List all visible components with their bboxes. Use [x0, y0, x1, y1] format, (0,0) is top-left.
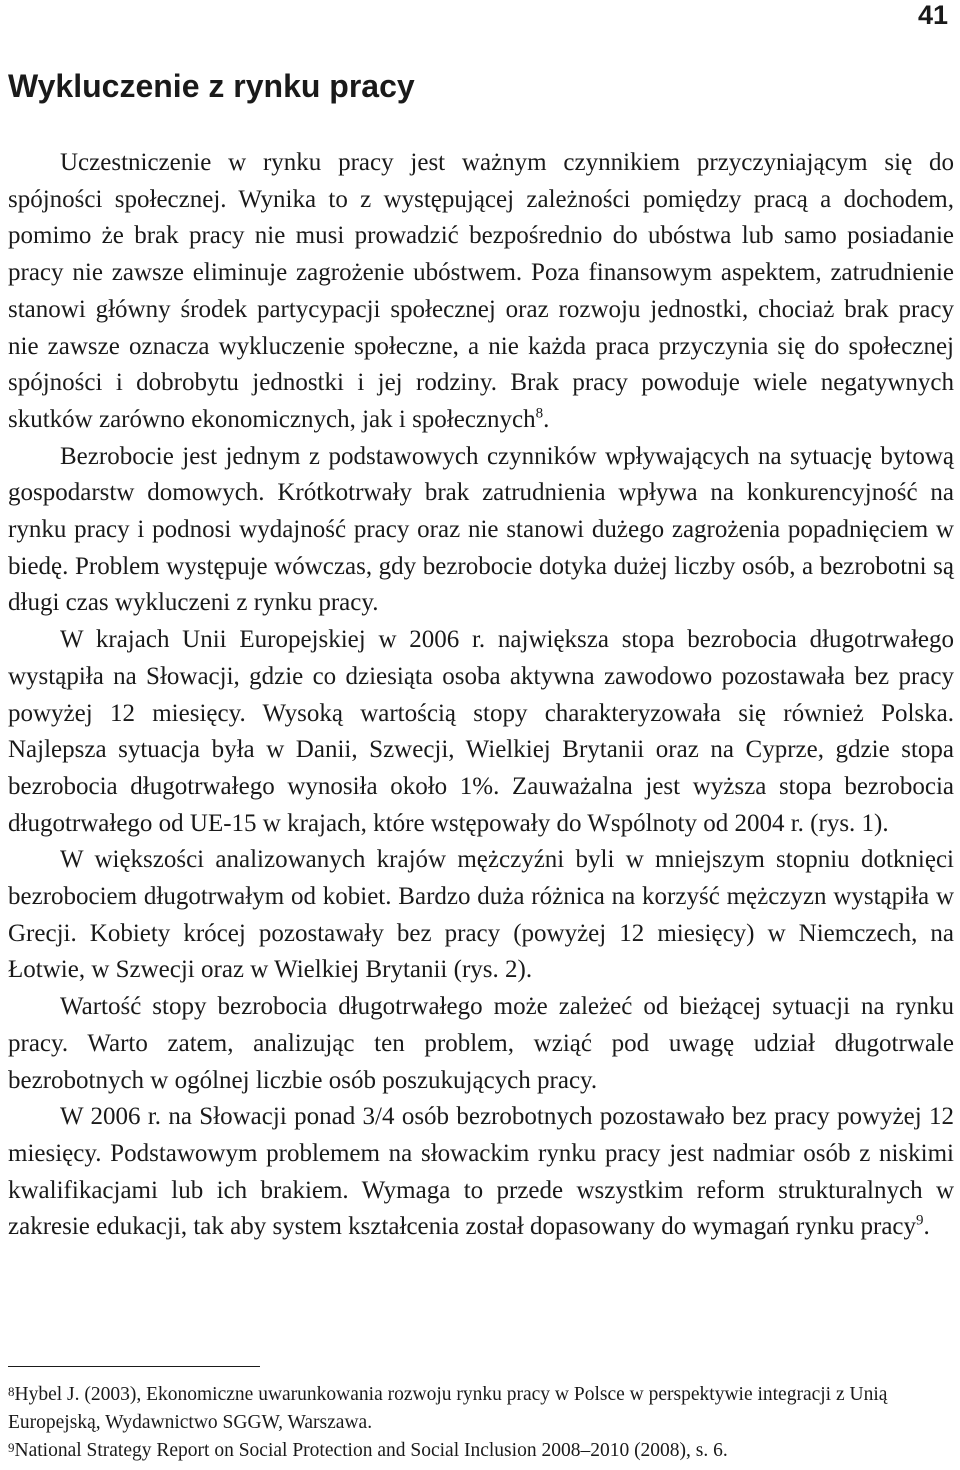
footnote-mark: 9 — [8, 1440, 15, 1455]
paragraph — [8, 439, 954, 623]
footnote-text: Hybel J. (2003), Ekonomiczne uwarunkowania rozwoju rynku pracy w Polsce w perspektywie integracji z Unią Europejską, Wydawnictwo SGGW, Warszawa. — [8, 1384, 888, 1433]
paragraph — [8, 842, 954, 989]
body-text — [8, 145, 954, 1246]
page-title: Wykluczenie z rynku pracy — [8, 68, 415, 104]
footnote-ref[interactable]: 8 — [535, 405, 544, 422]
paragraph — [8, 145, 954, 439]
paragraph-text: Uczestniczenie w rynku pracy jest ważnym czynnikiem przyczyniającym się do spójności społecznej. Wynika to z występującej zależności pomiędzy pracą a dochodem, pomimo że brak pracy nie musi prowadzić bezpośrednio do ubóstwa lub samo posiadanie pracy nie zawsze eliminuje zagrożenie ubóstwem. Poza finansowym aspektem, zatrudnienie stanowi główny środek partycypacji społecznej oraz rozwoju jednostki, chociaż brak pracy nie zawsze oznacza wykluczenie społeczne, a nie każda praca przyczynia się do społecznej spójności i dobrobytu jednostki i jej rodziny. Brak pracy powoduje wiele negatywnych skutków zarówno ekonomicznych, jak i społecznych — [8, 149, 954, 433]
footnote — [8, 1381, 956, 1437]
paragraph-tail: . — [543, 405, 550, 433]
footnote-ref[interactable]: 9 — [916, 1213, 924, 1230]
paragraph-text: Bezrobocie jest jednym z podstawowych czynników wpływających na sytuację bytową gospodarstw domowych. Krótkotrwały brak zatrudnienia wpływa na konkurencyjność na rynku pracy i podnosi wydajność pracy oraz nie stanowi dużego zagrożenia popadnięciem w biedę. Problem występuje wówczas, gdy bezrobocie dotyka dużej liczby osób, a bezrobotni są długi czas wykluczeni z rynku pracy. — [8, 442, 954, 617]
footnote-divider — [8, 1366, 260, 1367]
paragraph — [8, 989, 954, 1099]
paragraph-text: W 2006 r. na Słowacji ponad 3/4 osób bezrobotnych pozostawało bez pracy powyżej 12 miesięcy. Podstawowym problemem na słowackim rynku pracy jest nadmiar osób z niskimi kwalifikacjami lub ich brakiem. Wymaga to przede wszystkim reform strukturalnych w zakresie edukacji, tak aby system kształcenia został dopasowany do wymagań rynku pracy — [8, 1103, 954, 1241]
footnotes — [8, 1381, 956, 1465]
paragraph — [8, 1099, 954, 1246]
paragraph — [8, 622, 954, 842]
footnote-text: National Strategy Report on Social Protection and Social Inclusion 2008–2010 (2008), s. 6. — [14, 1440, 728, 1461]
paragraph-tail: . — [923, 1213, 930, 1241]
paragraph-text: W większości analizowanych krajów mężczyźni byli w mniejszym stopniu dotknięci bezrobociem długotrwałym od kobiet. Bardzo duża różnica na korzyść mężczyzn wystąpiła w Grecji. Kobiety krócej pozostawały bez pracy (powyżej 12 miesięcy) w Niemczech, na Łotwie, w Szwecji oraz w Wielkiej Brytanii (rys. 2). — [8, 846, 954, 984]
page-number: 41 — [917, 0, 948, 30]
paragraph-text: W krajach Unii Europejskiej w 2006 r. największa stopa bezrobocia długotrwałego wystąpiła na Słowacji, gdzie co dziesiąta osoba aktywna zawodowo pozostawała bez pracy powyżej 12 miesięcy. Wysoką wartością stopy charakteryzowała się również Polska. Najlepsza sytuacja była w Danii, Szwecji, Wielkiej Brytanii oraz na Cyprze, gdzie stopa bezrobocia długotrwałego wynosiła około 1%. Zauważalna jest wyższa stopa bezrobocia długotrwałego od UE-15 w krajach, które wstępowały do Wspólnoty od 2004 r. (rys. 1). — [8, 626, 954, 837]
paragraph-text: Wartość stopy bezrobocia długotrwałego może zależeć od bieżącej sytuacji na rynku pracy. Warto zatem, analizując ten problem, wziąć pod uwagę udział długotrwale bezrobotnych w ogólnej liczbie osób poszukujących pracy. — [8, 993, 954, 1094]
footnote-mark: 8 — [8, 1384, 15, 1399]
footnote — [8, 1437, 956, 1465]
